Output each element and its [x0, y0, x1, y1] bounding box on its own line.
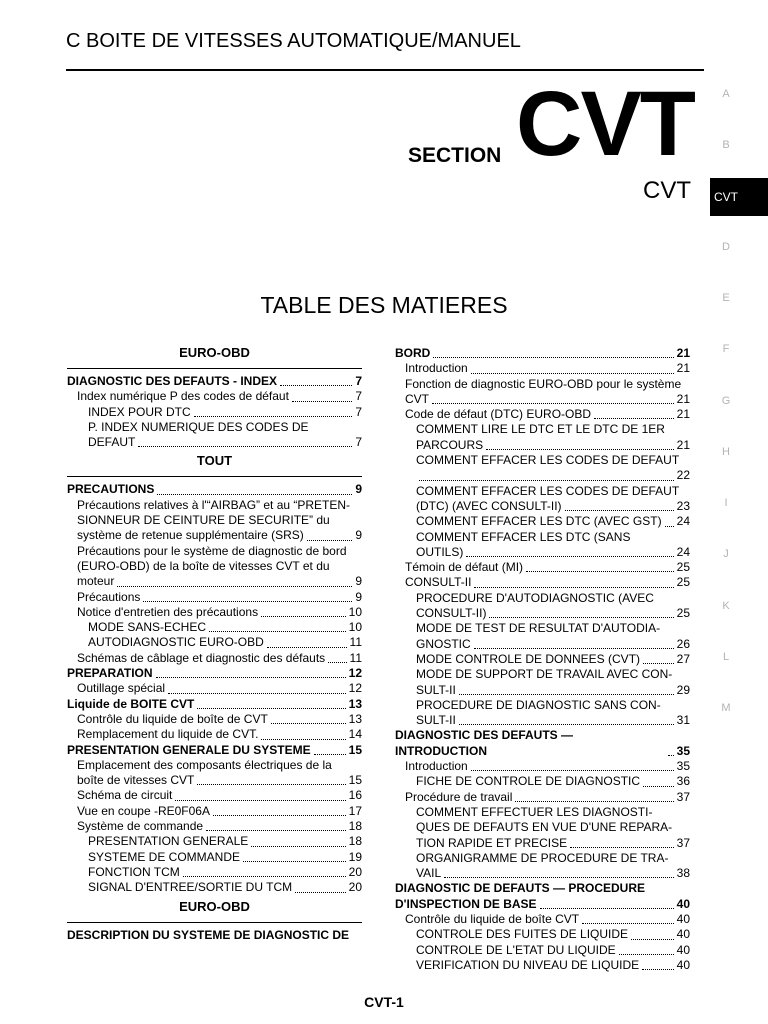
toc-entry-page: 7: [355, 435, 362, 450]
toc-entry-page: 23: [676, 498, 690, 513]
side-index-letter-h[interactable]: H: [722, 446, 730, 458]
toc-entry-page: 27: [676, 651, 690, 666]
toc-entry-text: Vue en coupe -RE0F06A: [77, 803, 210, 818]
toc-entry-page: 15: [348, 773, 362, 788]
toc-entry-text: CONTROLE DE L'ETAT DU LIQUIDE: [416, 942, 616, 957]
dot-leader: [540, 908, 674, 909]
toc-entry-text: Contrôle du liquide de boîte CVT: [405, 911, 580, 926]
toc-entry-text: COMMENT EFFECTUER LES DIAGNOSTI-: [416, 804, 653, 819]
toc-entry-page: 17: [348, 803, 362, 818]
toc-entry[interactable]: [395, 484, 690, 515]
toc-entry[interactable]: [67, 681, 362, 696]
toc-entry-text: COMMENT EFFACER LES CODES DE DEFAUT: [416, 453, 680, 468]
manual-title: C BOITE DE VITESSES AUTOMATIQUE/MANUEL: [66, 30, 521, 52]
toc-entry-page: 21: [676, 437, 690, 452]
side-index-letter-l[interactable]: L: [722, 651, 730, 663]
toc-entry-page: 40: [676, 911, 690, 926]
toc-entry-text: INDEX POUR DTC: [88, 404, 191, 419]
toc-entry[interactable]: [67, 590, 362, 605]
toc-entry-text: Système de commande: [77, 819, 204, 834]
toc-entry[interactable]: [395, 851, 690, 882]
toc-entry-text: Introduction: [405, 361, 468, 376]
dot-leader: [486, 449, 674, 450]
toc-entry-page: 14: [348, 727, 362, 742]
toc-entry[interactable]: [395, 560, 690, 575]
toc-entry[interactable]: [395, 881, 690, 912]
toc-entry-page: 11: [349, 650, 362, 665]
toc-entry-page: 25: [676, 606, 690, 621]
side-index-letter-d[interactable]: D: [722, 241, 730, 253]
toc-entry-text: COMMENT EFFACER LES DTC (SANS: [416, 529, 631, 544]
toc-entry-text: VAIL: [416, 866, 442, 881]
toc-entry[interactable]: [395, 790, 690, 805]
dot-leader: [594, 418, 674, 419]
dot-leader: [261, 739, 345, 740]
toc-entry-page: 24: [676, 544, 690, 559]
toc-entry-page: 25: [676, 560, 690, 575]
side-index-active-tab[interactable]: [710, 178, 768, 216]
toc-entry-page: 22: [676, 468, 690, 483]
dot-leader: [565, 510, 674, 511]
page-number: CVT-1: [364, 994, 404, 1010]
toc-entry[interactable]: [67, 804, 362, 819]
toc-entry-text: DESCRIPTION DU SYSTEME DE DIAGNOSTIC DE: [67, 927, 350, 942]
toc-section-heading: EURO-OBD: [179, 898, 250, 914]
dot-leader: [314, 754, 346, 755]
toc-entry-page: 29: [676, 682, 690, 697]
toc-title: TABLE DES MATIERES: [260, 292, 508, 318]
dot-leader: [515, 801, 673, 802]
side-index-letter-g[interactable]: G: [721, 395, 731, 407]
toc-entry[interactable]: [67, 635, 362, 650]
toc-entry-text: COMMENT EFFACER LES CODES DE DEFAUT: [416, 483, 680, 498]
toc-entry-page: 31: [676, 713, 690, 728]
toc-entry-text: OUTILS): [416, 544, 464, 559]
toc-entry-page: 15: [348, 742, 362, 757]
toc-entry[interactable]: [395, 346, 690, 361]
toc-entry-text: boîte de vitesses CVT: [77, 773, 195, 788]
toc-entry[interactable]: [395, 514, 690, 529]
dot-leader: [138, 446, 352, 447]
toc-entry-text: Schémas de câblage et diagnostic des défauts: [77, 650, 326, 665]
toc-entry[interactable]: [67, 712, 362, 727]
toc-entry-page: 25: [676, 575, 690, 590]
dot-leader: [471, 770, 674, 771]
toc-entry-text: SYSTEME DE COMMANDE: [88, 849, 241, 864]
toc-entry-page: 7: [355, 374, 362, 388]
toc-entry-text: COMMENT EFFACER LES DTC (AVEC GST): [416, 514, 662, 529]
dot-leader: [197, 708, 345, 709]
toc-entry-text: Code de défaut (DTC) EURO-OBD: [405, 407, 592, 422]
toc-entry-page: 10: [348, 620, 362, 635]
toc-entry-page: 40: [676, 927, 690, 942]
dot-leader: [459, 694, 674, 695]
toc-entry[interactable]: [395, 575, 690, 590]
toc-entry-page: 18: [348, 819, 362, 834]
toc-entry-page: 19: [348, 849, 362, 864]
toc-entry[interactable]: [395, 927, 690, 942]
toc-left-column: [67, 346, 362, 943]
dot-leader: [271, 723, 346, 724]
toc-entry-text: DIAGNOSTIC DES DEFAUTS — INTRODUCTION: [395, 728, 577, 758]
toc-entry-text: Fonction de diagnostic EURO-OBD pour le système: [405, 376, 682, 391]
toc-entry-text: SULT-II: [416, 682, 456, 697]
toc-entry-text: Précautions: [77, 589, 141, 604]
toc-entry-text: Outillage spécial: [77, 681, 166, 696]
dot-leader: [619, 954, 674, 955]
toc-entry-text: MODE CONTROLE DE DONNEES (CVT): [416, 651, 641, 666]
dot-leader: [419, 480, 674, 481]
toc-entry-text: GNOSTIC: [416, 636, 471, 651]
dot-leader: [432, 403, 674, 404]
dot-leader: [328, 662, 346, 663]
toc-entry-page: 36: [676, 774, 690, 789]
toc-entry-page: 21: [676, 361, 690, 376]
toc-entry-text: Schéma de circuit: [77, 788, 173, 803]
section-rule: [67, 368, 362, 369]
toc-entry-text: ORGANIGRAMME DE PROCEDURE DE TRA-: [416, 850, 669, 865]
toc-entry-page: 9: [355, 574, 362, 589]
dot-leader: [489, 617, 673, 618]
toc-right-column: [395, 346, 690, 973]
toc-entry[interactable]: [395, 667, 690, 698]
toc-entry-text: PRESENTATION GENERALE: [88, 834, 249, 849]
toc-entry-text: moteur: [77, 574, 115, 589]
dot-leader: [526, 571, 674, 572]
toc-entry-page: 37: [676, 835, 690, 850]
toc-entry[interactable]: [67, 666, 362, 681]
dot-leader: [157, 494, 352, 495]
toc-entry-text: P. INDEX NUMERIQUE DES CODES DE: [88, 419, 309, 434]
toc-entry-text: PRESENTATION GENERALE DU SYSTEME: [67, 742, 311, 757]
toc-entry-page: 37: [676, 789, 690, 804]
toc-entry-page: 10: [348, 604, 362, 619]
toc-entry-text: PRECAUTIONS: [67, 482, 155, 497]
toc-entry[interactable]: [395, 530, 690, 561]
dot-leader: [243, 861, 346, 862]
toc-entry[interactable]: [67, 620, 362, 635]
toc-entry-page: 20: [348, 864, 362, 879]
dot-leader: [631, 939, 674, 940]
toc-entry[interactable]: [67, 420, 362, 451]
toc-entry[interactable]: [395, 805, 690, 851]
dot-leader: [213, 815, 346, 816]
side-index-letter-j[interactable]: J: [723, 548, 729, 560]
toc-entry-page: 26: [676, 636, 690, 651]
toc-entry[interactable]: [395, 591, 690, 622]
dot-leader: [197, 784, 345, 785]
toc-entry-text: SULT-II: [416, 713, 456, 728]
toc-entry-text: COMMENT LIRE LE DTC ET LE DTC DE 1ER: [416, 422, 665, 437]
side-index-letter-f[interactable]: F: [722, 343, 730, 355]
dot-leader: [665, 526, 674, 527]
toc-entry-text: MODE SANS-ECHEC: [88, 620, 207, 635]
toc-entry-page: 21: [676, 407, 690, 422]
toc-entry[interactable]: [67, 374, 362, 389]
dot-leader: [643, 663, 674, 664]
toc-entry[interactable]: [67, 498, 362, 544]
toc-entry-page: 13: [348, 711, 362, 726]
toc-entry-page: 40: [676, 942, 690, 957]
toc-entry-text: système de retenue supplémentaire (SRS): [77, 528, 304, 543]
dot-leader: [466, 556, 673, 557]
toc-entry[interactable]: [395, 759, 690, 774]
toc-entry-text: Index numérique P des codes de défaut: [77, 389, 289, 404]
toc-entry-page: 21: [676, 346, 690, 360]
toc-entry-page: 40: [676, 896, 690, 911]
toc-entry[interactable]: [67, 834, 362, 849]
dot-leader: [183, 876, 346, 877]
toc-entry[interactable]: [395, 698, 690, 729]
toc-entry-text: CONSULT-II: [405, 575, 472, 590]
toc-entry-page: 21: [676, 391, 690, 406]
toc-section-heading: EURO-OBD: [179, 345, 250, 360]
toc-entry[interactable]: [67, 788, 362, 803]
toc-entry[interactable]: [67, 819, 362, 834]
section-rule: [67, 476, 362, 477]
dot-leader: [582, 923, 674, 924]
dot-leader: [459, 724, 674, 725]
toc-entry[interactable]: [395, 728, 690, 759]
toc-entry-page: 9: [355, 482, 362, 497]
dot-leader: [261, 616, 346, 617]
toc-entry[interactable]: [395, 621, 690, 652]
toc-entry[interactable]: [67, 405, 362, 420]
toc-entry-text: DIAGNOSTIC DE DEFAUTS — PROCEDURE: [395, 881, 646, 896]
dot-leader: [280, 385, 352, 386]
toc-entry-page: 12: [348, 666, 362, 681]
toc-entry-page: 13: [348, 696, 362, 711]
toc-entry-text: MODE DE TEST DE RESULTAT D'AUTODIA-: [416, 621, 661, 636]
toc-entry-page: 9: [355, 589, 362, 604]
toc-entry[interactable]: [395, 361, 690, 376]
header-rule: [66, 69, 704, 71]
toc-entry[interactable]: [67, 727, 362, 742]
toc-entry[interactable]: [395, 774, 690, 789]
side-index-letter-k[interactable]: K: [722, 600, 730, 612]
toc-entry-text: AUTODIAGNOSTIC EURO-OBD: [88, 635, 264, 650]
dot-leader: [117, 586, 352, 587]
side-index-active-label: CVT: [714, 190, 738, 204]
section-label: SECTION: [408, 144, 502, 167]
dot-leader: [295, 892, 346, 893]
dot-leader: [474, 587, 673, 588]
dot-leader: [267, 647, 347, 648]
dot-leader: [642, 969, 673, 970]
toc-entry-page: 9: [355, 528, 362, 543]
dot-leader: [251, 846, 345, 847]
section-code: CVT: [516, 73, 694, 175]
toc-entry-page: 24: [676, 514, 690, 529]
toc-entry-text: CONTROLE DES FUITES DE LIQUIDE: [416, 927, 629, 942]
toc-entry-page: 18: [348, 834, 362, 849]
toc-entry[interactable]: [67, 928, 362, 943]
toc-entry-text: TION RAPIDE ET PRECISE: [416, 835, 568, 850]
toc-entry-text: Introduction: [405, 759, 468, 774]
toc-entry[interactable]: [67, 544, 362, 590]
toc-entry-text: PROCEDURE DE DIAGNOSTIC SANS CON-: [416, 697, 661, 712]
dot-leader: [668, 755, 674, 756]
toc-entry-text: BORD: [395, 346, 431, 360]
toc-entry-page: 35: [676, 759, 690, 774]
dot-leader: [143, 601, 352, 602]
toc-entry-text: Précautions pour le système de diagnostic de bord: [77, 543, 347, 558]
toc-entry-page: 12: [348, 681, 362, 696]
dot-leader: [471, 373, 674, 374]
toc-entry-page: 7: [355, 404, 362, 419]
toc-entry[interactable]: [67, 697, 362, 712]
dot-leader: [307, 540, 353, 541]
side-index-letter-i[interactable]: I: [724, 497, 728, 509]
toc-entry-text: (EURO-OBD) de la boîte de vitesses CVT et du: [77, 558, 330, 573]
toc-entry[interactable]: [67, 605, 362, 620]
dot-leader: [292, 401, 352, 402]
toc-entry[interactable]: [67, 651, 362, 666]
toc-entry-text: PREPARATION: [67, 666, 153, 681]
toc-entry-text: QUES DE DEFAUTS EN VUE D'UNE REPARA-: [416, 820, 673, 835]
toc-entry-text: Remplacement du liquide de CVT.: [77, 727, 259, 742]
dot-leader: [444, 877, 674, 878]
toc-entry-text: DEFAUT: [88, 435, 136, 450]
dot-leader: [570, 847, 673, 848]
side-index-letter-m[interactable]: M: [721, 702, 731, 714]
dot-leader: [209, 631, 346, 632]
dot-leader: [206, 830, 346, 831]
toc-section-heading: TOUT: [196, 453, 233, 469]
toc-entry[interactable]: [67, 865, 362, 880]
toc-entry[interactable]: [395, 958, 690, 973]
toc-entry[interactable]: [67, 758, 362, 789]
dot-leader: [194, 416, 353, 417]
dot-leader: [643, 786, 674, 787]
toc-entry-text: DIAGNOSTIC DES DEFAUTS - INDEX: [67, 374, 278, 388]
toc-entry[interactable]: [395, 652, 690, 667]
toc-entry[interactable]: [67, 389, 362, 404]
toc-entry[interactable]: [67, 482, 362, 497]
toc-entry-text: MODE DE SUPPORT DE TRAVAIL AVEC CON-: [416, 667, 673, 682]
toc-entry[interactable]: [395, 377, 690, 408]
toc-entry-text: SIGNAL D'ENTREE/SORTIE DU TCM: [88, 880, 293, 895]
toc-entry-page: 11: [349, 635, 362, 650]
toc-entry-text: CONSULT-II): [416, 606, 487, 621]
toc-entry-text: Témoin de défaut (MI): [405, 560, 524, 575]
dot-leader: [175, 800, 345, 801]
toc-entry-text: VERIFICATION DU NIVEAU DE LIQUIDE: [416, 957, 640, 972]
side-index-letter-a[interactable]: A: [722, 88, 730, 100]
toc-entry[interactable]: [67, 743, 362, 758]
toc-entry-text: Liquide de BOITE CVT: [67, 696, 195, 711]
toc-entry-text: CVT: [405, 391, 429, 406]
toc-entry[interactable]: [395, 912, 690, 927]
toc-entry-page: 20: [348, 880, 362, 895]
side-index-letter-e[interactable]: E: [722, 292, 730, 304]
toc-entry-text: PARCOURS: [416, 437, 484, 452]
toc-entry-page: 38: [676, 866, 690, 881]
toc-entry[interactable]: [67, 880, 362, 895]
toc-entry-page: 7: [355, 389, 362, 404]
toc-entry-text: Contrôle du liquide de boîte de CVT: [77, 711, 268, 726]
toc-entry-text: Précautions relatives à l'“AIRBAG” et au “PRETEN-: [77, 497, 351, 512]
toc-entry[interactable]: [395, 943, 690, 958]
side-index-letter-b[interactable]: B: [722, 139, 730, 151]
toc-entry[interactable]: [67, 850, 362, 865]
dot-leader: [433, 357, 673, 358]
toc-entry-text: D'INSPECTION DE BASE: [395, 896, 537, 911]
toc-entry-text: SIONNEUR DE CEINTURE DE SECURITE” du: [77, 513, 330, 528]
dot-leader: [156, 677, 346, 678]
section-subtitle: CVT: [643, 177, 691, 204]
dot-leader: [474, 648, 674, 649]
dot-leader: [168, 693, 346, 694]
section-rule: [67, 922, 362, 923]
toc-entry[interactable]: [395, 422, 690, 453]
toc-entry-text: FONCTION TCM: [88, 864, 180, 879]
toc-entry-text: (DTC) (AVEC CONSULT-II): [416, 498, 562, 513]
toc-entry-text: Emplacement des composants électriques de la: [77, 757, 332, 772]
toc-entry-text: PROCEDURE D'AUTODIAGNOSTIC (AVEC: [416, 590, 654, 605]
toc-entry-text: Notice d'entretien des précautions: [77, 604, 259, 619]
toc-entry[interactable]: [395, 407, 690, 422]
toc-entry-text: Procédure de travail: [405, 789, 513, 804]
toc-entry[interactable]: [395, 453, 690, 484]
toc-entry-page: 16: [348, 788, 362, 803]
toc-entry-page: 35: [676, 743, 690, 758]
toc-entry-text: FICHE DE CONTROLE DE DIAGNOSTIC: [416, 774, 641, 789]
toc-entry-page: 40: [676, 957, 690, 972]
